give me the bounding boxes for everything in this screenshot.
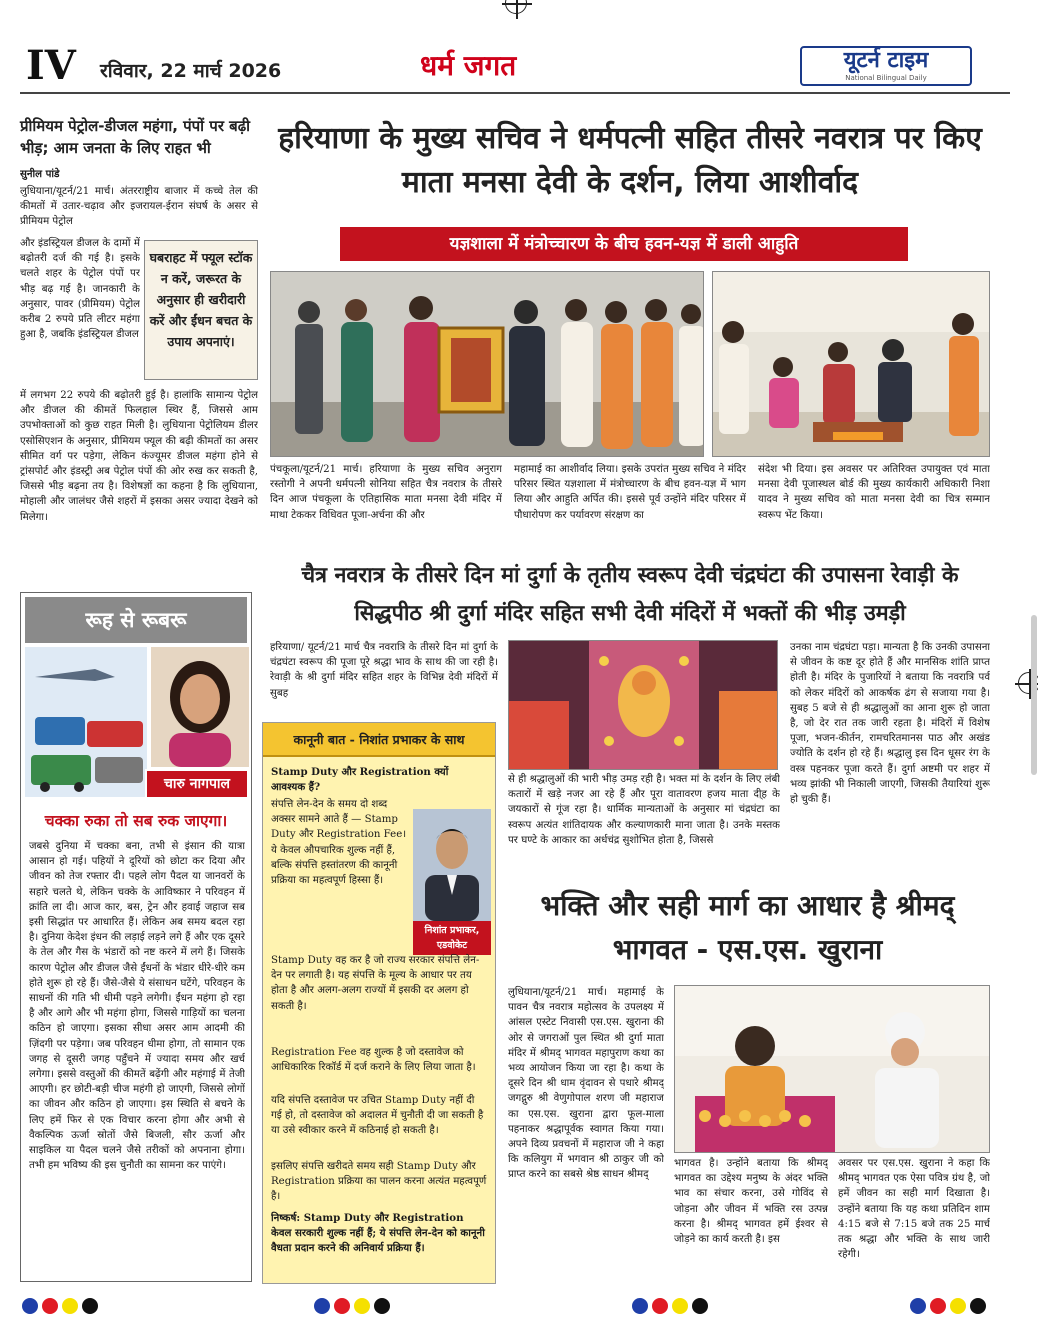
color-bar-2 — [314, 1298, 394, 1318]
dot-red — [334, 1298, 350, 1314]
rooh-title-bar — [25, 597, 247, 643]
advocate-photo — [413, 809, 491, 921]
author-name: चारु नागपाल — [163, 776, 231, 792]
petrol-body-top: लुधियाना/यूटर्न/21 मार्च। अंतरराष्ट्रीय बाजार में कच्चे तेल की कीमतों में उतार-चढ़ाव और इजरायल-ईरान संघर्ष के असर से प्रीमियम पेट्रोल — [20, 186, 258, 228]
page-number: IV — [26, 42, 76, 89]
rewari-intro: हरियाणा/ यूटर्न/21 मार्च चैत्र नवरात्रि के तीसरे दिन मां दुर्गा के चंद्रघंटा स्वरूप की पूजा पूरे श्रद्धा भाव के साथ की जा रही है। रेवाड़ी के श्री दुर्गा मंदिर सहित शहर के विभिन्न देवी मंदिरों में सुबह — [270, 642, 498, 699]
color-bar-3 — [632, 1298, 712, 1318]
legal-p2: Stamp Duty वह कर है जो राज्य सरकार संपत्ति लेन-देन पर लगाती है। यह संपत्ति के मूल्य के आधार पर तय होता है और अलग-अलग राज्यों में इसकी दर अलग हो सकती है। — [271, 955, 480, 1012]
haryana-col3: संदेश भी दिया। इस अवसर पर अतिरिक्त उपायुक्त एवं माता मनसा देवी पूजास्थल बोर्ड की मुख्य कार्यकारी अधिकारी निशा यादव ने मुख्य सचिव को माता मनसा देवी का चित्र सम्मान स्वरूप भेंट किया। — [758, 464, 990, 521]
rooh-column — [20, 592, 252, 1282]
bhagwat-col2: भागवत है। उन्होंने बताया कि श्रीमद् भागवत का उद्देश्य मनुष्य के अंदर भक्ति भाव का संचार करना, उसे गोविंद से जोड़ना और जीवन में भक्ति रस उत्पन्न करना है। श्रीमद् भागवत हमें ईश्वर से जोड़ने का कार्य करती है। इस — [674, 1158, 828, 1246]
scrollbar-thumb[interactable] — [1031, 615, 1037, 775]
legal-title-bar — [263, 723, 495, 757]
dot-black — [692, 1298, 708, 1314]
legal-p1b: संपत्ति लेन-देन के समय दो शब्द अक्सर सामने आते हैं — Stamp Duty और Registration Fee। ये केवल औपचारिक शुल्क नहीं हैं, बल्कि संपत्ति हस्तांतरण की कानूनी प्रक्रिया का महत्वपूर्ण हिस्सा हैं। — [271, 799, 407, 887]
transport-collage — [25, 647, 147, 797]
author-avatar — [151, 647, 249, 767]
legal-box — [262, 722, 496, 1284]
haryana-col2: महामाई का आशीर्वाद लिया। इसके उपरांत मुख्य सचिव ने मंदिर परिसर स्थित यज्ञशाला में मंत्रोच्चारण के बीच हवन-यज्ञ में भाग लिया और आहुति अर्पित की। इससे पूर्व उन्होंने मंदिर परिसर में पौधारोपण कर पर्यावरण संरक्षण का — [514, 464, 746, 521]
legal-title: कानूनी बात - निशांत प्रभाकर के साथ — [293, 732, 465, 747]
dot-blue — [632, 1298, 648, 1314]
photo-havan-yagya — [712, 271, 990, 457]
legal-p6: निष्कर्ष: Stamp Duty और Registration केवल सरकारी शुल्क नहीं हैं; ये संपत्ति लेन-देन को कानूनी वैधता प्रदान करने की अनिवार्य प्रक्रिया हैं। — [271, 1212, 485, 1255]
dot-blue — [22, 1298, 38, 1314]
advocate-caption: निशांत प्रभाकर, एडवोकेट — [424, 925, 480, 951]
section-title: धर्म जगत — [420, 49, 517, 82]
bhagwat-col3: अवसर पर एस.एस. खुराना ने कहा कि श्रीमद् भागवत एक ऐसा पवित्र ग्रंथ है, जो हमें जीवन का सही मार्ग दिखाता है। उन्होंने बताया कि यह कथा प्रतिदिन शाम 4:15 बजे से 7:15 बजे तक 25 मार्च तक श्रद्धा और भक्ति के साथ जारी रहेगी। — [838, 1158, 990, 1261]
dot-red — [930, 1298, 946, 1314]
photo-durga-temple — [508, 640, 778, 770]
haryana-col1: पंचकूला/यूटर्न/21 मार्च। हरियाणा के मुख्य सचिव अनुराग रस्तोगी ने अपनी धर्मपत्नी सोनिया सहित चैत्र नवरात्र के तीसरे दिन आज पंचकूला के एतिहासिक माता मनसा देवी मंदिर में माथा टेककर विधिवत पूजा-अर्चना की और — [270, 464, 502, 521]
petrol-body-left: और इंडस्ट्रियल डीजल के दामों में बढ़ोतरी दर्ज की गई है। इसके चलते शहर के पेट्रोल पंपों पर भीड़ बढ़ गई है। जानकारी के अनुसार, पावर (प्रीमियम) पेट्रोल करीब 2 रुपये प्रति लीटर महंगा हुआ है, जबकि इंडस्ट्रियल डीजल — [20, 238, 140, 341]
dot-yellow — [950, 1298, 966, 1314]
dot-red — [42, 1298, 58, 1314]
brand-logo — [800, 46, 972, 86]
author-name-box — [145, 769, 249, 799]
rooh-title: रूह से रूबरू — [85, 608, 187, 632]
petrol-body-bottom: में लगभग 22 रुपये की बढ़ोतरी हुई है। हालांकि सामान्य पेट्रोल और डीजल की कीमतें फिलहाल स्थिर हैं, जिससे आम उपभोक्ताओं को कुछ राहत मिली है। लुधियाना पेट्रोलियम डीलर एसोसिएशन के अनुसार, प्रीमियम फ्यूल की बढ़ी कीमतों का असर सीमित वर्ग पर पड़ेगा, लेकिन कंज्यूमर डीजल महंगा होने से ट्रांसपोर्ट और इंडस्ट्री अब पेट्रोल पंपों की ओर रुख कर सकती है, जिससे भीड़ बढ़ना तय है। विशेषज्ञों का कहना है कि लुधियाना, मोहाली और जालंधर जैसे शहरों में इसका असर ज्यादा देखने को मिलेगा। — [20, 390, 258, 523]
rooh-headline: चक्का रुका तो सब रुक जाएगा। — [44, 812, 228, 830]
bhagwat-headline: भक्ति और सही मार्ग का आधार है श्रीमद् भागवत - एस.एस. खुराना — [540, 889, 955, 966]
haryana-subhead-bar — [340, 227, 908, 261]
dot-black — [82, 1298, 98, 1314]
dot-black — [970, 1298, 986, 1314]
dot-yellow — [354, 1298, 370, 1314]
rooh-body: जबसे दुनिया में चक्का बना, तभी से इंसान की यात्रा आसान हो गई। पहियों ने दूरियों को छोटा कर दिया और जीवन को तेज रफ्तार दी। पहले लोग पैदल या जानवरों के सहारे चलते थे, लेकिन चक्के के आविष्कार ने परिवहन में क्रांति ला दी। आज कार, बस, ट्रेन और हवाई जहाज सब इसी सिद्धांत पर आधारित हैं। लेकिन अब समय बदल रहा है। दुनिया केदेश इंधन की लड़ाई लड़ने लगे हैं और एक दूसरे के तेल और गैस के भंडारों को नष्ट करने में लगे हैं। जिसके कारण पेट्रोल और डीजल जैसे ईंधनों के भंडार धीरे-धीरे कम होते शुरू हो रहे हैं। जैसे-जैसे ये संसाधन घटेंगे, परिवहन के साधनों की गति भी धीमी पड़ने लगेगी। ईंधन महंगा हो रहा है और आगे और भी महंगा होगा, जिससे गाड़ियों का चलना कठिन हो जाएगा। इसका सीधा असर आम आदमी की ज़िंदगी पर पड़ेगा। जब परिवहन धीमा होगा, तो सामान एक जगह से दूसरी जगह पहुँचने में ज्यादा समय और खर्च लगेगा। इससे वस्तुओं की कीमतें बढ़ेंगी और महंगाई में तेजी आएगी। हर छोटी-बड़ी चीज महंगी हो जाएगी, जिससे लोगों का जीवन और कठिन हो जाएगा। इस स्थिति से बचने के लिए हमें फिर से एक विचार करना होगा और अभी से वैकल्पिक ऊर्जा स्रोतों जैसे बिजली, सौर ऊर्जा और साइकिल या पैदल चलने जैसे तरीकों को अपनाना होगा। तभी हम भविष्य की इस चुनौती का सामना कर पाएंगे। — [29, 841, 245, 1172]
dot-blue — [314, 1298, 330, 1314]
advocate-caption-box — [413, 921, 491, 955]
photo-havan-illustration — [713, 272, 990, 457]
color-bar-4 — [910, 1298, 990, 1318]
photo-people-illustration — [271, 272, 704, 457]
dot-black — [374, 1298, 390, 1314]
petrol-headline: प्रीमियम पेट्रोल-डीजल महंगा, पंपों पर बढ़ी भीड़; आम जनता के लिए राहत भी — [20, 117, 251, 157]
brand-name: यूटर्न टाइम — [843, 48, 929, 73]
dot-red — [652, 1298, 668, 1314]
katha-illustration — [675, 986, 990, 1153]
brand-tagline: National Bilingual Daily — [845, 74, 927, 82]
haryana-subhead: यज्ञशाला में मंत्रोच्चारण के बीच हवन-यज्ञ में डाली आहुति — [449, 234, 799, 254]
author-photo — [151, 647, 249, 767]
petrol-quote-box — [144, 240, 258, 380]
temple-illustration — [509, 641, 778, 770]
petrol-quote: घबराहट में फ्यूल स्टॉक न करें, जरूरत के अनुसार ही खरीदारी करें और ईंधन बचत के उपाय अपनाएं। — [149, 250, 253, 349]
rewari-right: उनका नाम चंद्रघंटा पड़ा। मान्यता है कि उनकी उपासना से जीवन के कष्ट दूर होते हैं और मानसिक शांति प्राप्त होती है। मंदिर के पुजारियों ने बताया कि नवरात्रि पर्व को लेकर मंदिरों को आकर्षक ढंग से सजाया गया है। सुबह 5 बजे से ही श्रद्धालुओं का आना शुरू हो जाता है, जो देर रात तक जारी रहता है। मंदिरों में विशेष पूजा, भजन-कीर्तन, रामचरितमानस पाठ और अखंड ज्योति के दर्शन हो रहे हैं। श्रद्धालु इस दिन धूसर रंग के वस्त्र पहनकर पूजा करते हैं। दुर्गा अष्टमी पर शहर में भव्य झांकी भी निकाली जाएगी, जिसकी तैयारियां शुरू हो चुकी हैं। — [790, 642, 990, 806]
transport-illustration — [25, 647, 147, 797]
rewari-headline: चैत्र नवरात्र के तीसरे दिन मां दुर्गा के तृतीय स्वरूप देवी चंद्रघंटा की उपासना रेवाड़ी के सिद्धपीठ श्री दुर्गा मंदिर सहित सभी देवी मंदिरों में भक्तों की भीड़ उमड़ी — [301, 563, 959, 626]
registration-mark-top — [505, 0, 527, 14]
legal-p5: इसलिए संपत्ति खरीदते समय सही Stamp Duty और Registration प्रक्रिया का पालन करना अत्यंत महत्वपूर्ण है। — [271, 1161, 487, 1203]
dot-blue — [910, 1298, 926, 1314]
dot-yellow — [62, 1298, 78, 1314]
page-date: रविवार, 22 मार्च 2026 — [100, 60, 282, 82]
legal-p4: यदि संपत्ति दस्तावेज पर उचित Stamp Duty नहीं दी गई हो, तो दस्तावेज को अदालत में चुनौती दी जा सकती है या उसे स्वीकार करने में कठिनाई हो सकती है। — [271, 1095, 484, 1137]
petrol-byline: सुनील पांडे — [20, 168, 60, 180]
dot-yellow — [672, 1298, 688, 1314]
photo-chief-secretary-portrait-presentation — [270, 271, 704, 457]
color-bar-1 — [22, 1298, 102, 1318]
legal-p3: Registration Fee वह शुल्क है जो दस्तावेज को आधिकारिक रिकॉर्ड में दर्ज कराने के लिए लिया जाता है। — [271, 1047, 476, 1074]
haryana-headline: हरियाणा के मुख्य सचिव ने धर्मपत्नी सहित तीसरे नवरात्र पर किए माता मनसा देवी के दर्शन, लिया आशीर्वाद — [278, 121, 982, 200]
rewari-mid: से ही श्रद्धालुओं की भारी भीड़ उमड़ रही है। भक्त मां के दर्शन के लिए लंबी कतारों में खड़े नजर आ रहे हैं और पूरा वातावरण हजय माता दी्ह के जयकारों से गूंज रहा है। धार्मिक मान्यताओं के अनुसार मां चंद्रघंटा का स्वरूप अत्यंत शांतिदायक और कल्याणकारी माना जाता है। उनके मस्तक पर घण्टे के आकार का अर्धचंद्र सुशोभित होता है, जिससे — [508, 774, 780, 846]
bhagwat-col1: लुधियाना/यूटर्न/21 मार्च। महामाई के पावन चैत्र नवरात्र महोत्सव के उपलक्ष्य में आंसल एस्टेट निवासी एस.एस. खुराना की ओर से जगराओं पुल स्थित श्री दुर्गा माता मंदिर में श्रीमद् भागवत महापुराण कथा का भव्य आयोजन किया जा रहा है। कथा के दूसरे दिन श्री धाम वृंदावन से पधारे श्रीमद् जगद्गुरु श्री वेणुगोपाल शरण जी महाराज का एस.एस. खुराना द्वारा फूल-माला पहनाकर श्रद्धापूर्वक स्वागत किया गया।अपने दिव्य प्रवचनों में महाराज जी ने कहा कि कलियुग में भगवान श्री ठाकुर जी को प्राप्त करने का सबसे श्रेष्ठ साधन श्रीमद् — [508, 987, 664, 1181]
advocate-avatar — [413, 809, 491, 921]
legal-p1: Stamp Duty और Registration क्यों आवश्यक हैं? — [271, 766, 449, 794]
masthead — [20, 42, 1010, 94]
photo-bhagwat-katha — [674, 985, 990, 1153]
